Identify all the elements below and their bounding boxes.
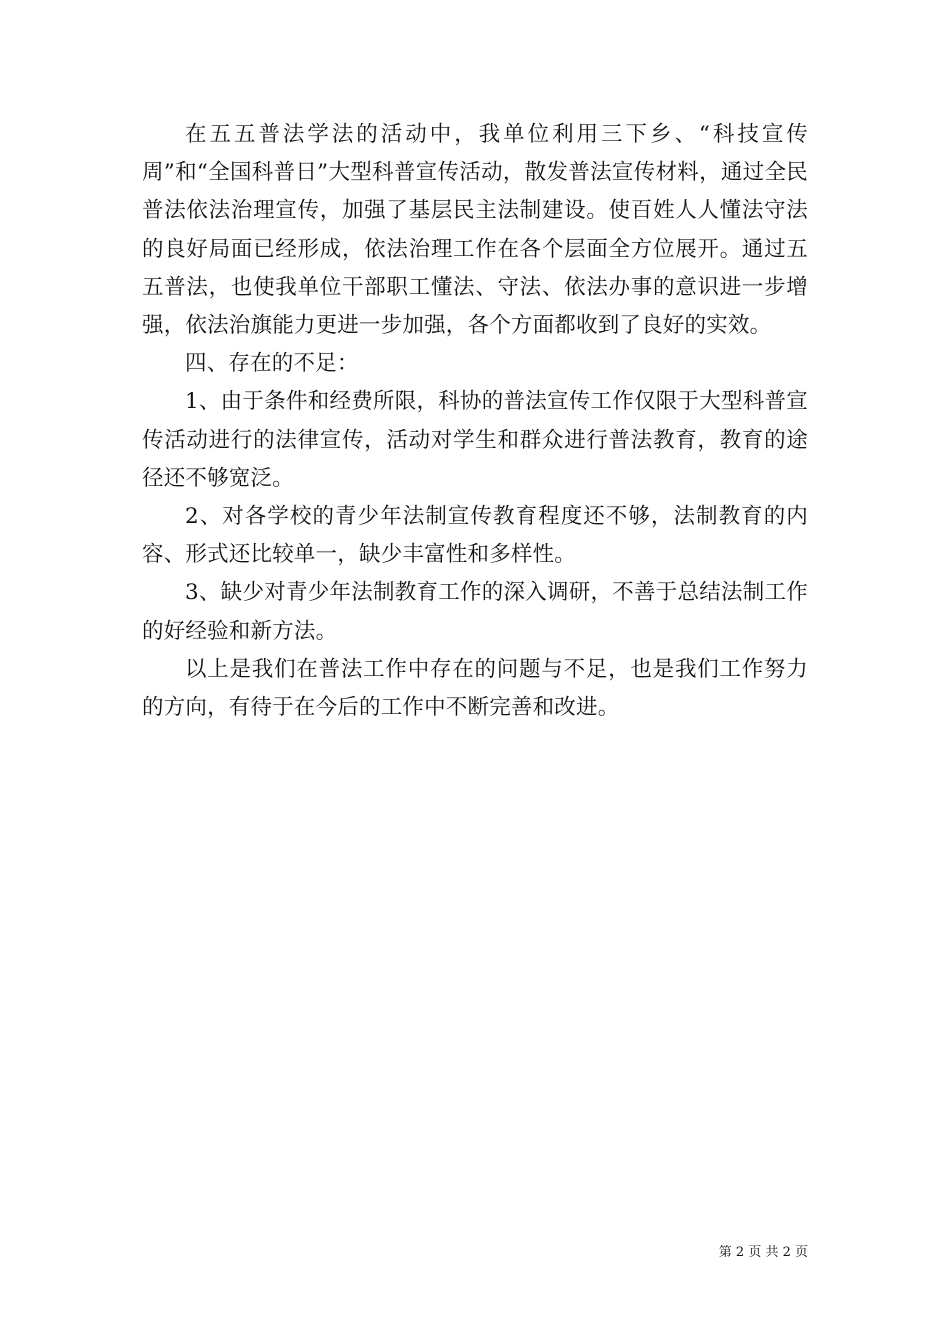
paragraph-activities: 在五五普法学法的活动中，我单位利用三下乡、“科技宣传周”和“全国科普日”大型科普宣传活动，散发普法宣传材料，通过全民普法依法治理宣传，加强了基层民主法制建设。使百姓人人懂法守法的良好局面已经形成，依法治理工作在各个层面全方位展开。通过五五普法，也使我单位干部职工懂法、守法、依法办事的意识进一步增强，依法治旗能力更进一步加强，各个方面都收到了良好的实效。 — [142, 122, 808, 339]
page-number-footer: 第 2 页 共 2 页 — [718, 1245, 808, 1260]
section-heading-shortcomings: 四、存在的不足： — [185, 351, 359, 377]
paragraph-conclusion: 以上是我们在普法工作中存在的问题与不足，也是我们工作努力的方向，有待于在今后的工作中不断完善和改进。 — [142, 656, 808, 721]
paragraph-shortcoming-2: 2、对各学校的青少年法制宣传教育程度还不够，法制教育的内容、形式还比较单一，缺少丰富性和多样性。 — [142, 504, 808, 568]
document-body — [142, 116, 808, 727]
paragraph-shortcoming-1: 1、由于条件和经费所限，科协的普法宣传工作仅限于大型科普宣传活动进行的法律宣传，活动对学生和群众进行普法教育，教育的途径还不够宽泛。 — [142, 389, 808, 491]
paragraph-shortcoming-3: 3、缺少对青少年法制教育工作的深入调研，不善于总结法制工作的好经验和新方法。 — [142, 580, 808, 644]
